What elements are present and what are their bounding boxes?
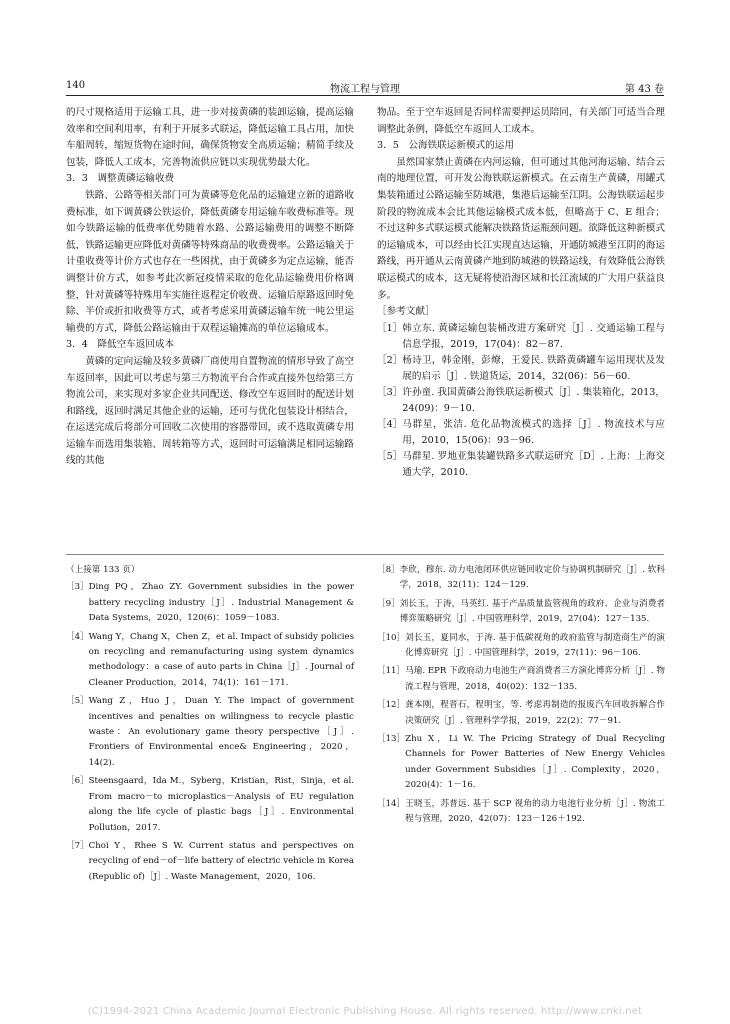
- body-column-left: [66, 105, 354, 470]
- reference-item: ［5］ Wang Z，Huo J，Duan Y. The impact of government incentives and penalties on willingness to recycle plastic waste：An evolutionary game theory perspective［J］. Frontiers of Environmental ence& Engineering，2020，14(2).: [66, 696, 354, 768]
- paragraph-3-5: 虽然国家禁止黄磷在内河运输，但可通过其他河海运输、结合云南的地理位置，可开发公海铁联运新模式。在云南生产黄磷，用罐式集装箱通过公路运输至防城港，集港后运输至江阴。公海铁联运起步阶段的物流成本会比其他运输模式成本低，但略高于 C、E 组合；不过这种多式联运模式能解决铁路货运瓶颈问题。欲降低这种新模式的运输成本，可以经由长江实现直达运输，开通防城港至江阴的海运路线，再开通从云南黄磷产地到防城港的铁路运线，有效降低公海铁联运模式的成本，这无疑将使沿海区域和长江流域的广大用户获益良多。: [377, 156, 665, 301]
- running-header: [66, 80, 664, 94]
- reference-item: ［5］ 马群星. 罗地亚集装罐铁路多式联运研究［D］. 上海：上海交通大学，2010.: [377, 450, 665, 478]
- continued-references-right: [377, 563, 665, 831]
- reference-item: ［13］ Zhu X，Li W. The Pricing Strategy of Dual Recycling Channels for Power Batteries of New Energy Vehicles under Government Subsidies［J］. Complexity，2020，2020(4)：1－16.: [377, 734, 665, 791]
- paragraph-intro: 的尺寸规格适用于运输工具，进一步对接黄磷的装卸运输，提高运输效率和空间利用率，有利于开展多式联运，降低运输工具占用，加快车船周转，缩短货物在途时间，确保货物安全高质运输；精简手续及包装，降低人工成本，完善物流供应链以实现优势最大化。: [66, 107, 354, 168]
- continued-note: （上接第 133 页）: [66, 565, 140, 575]
- reference-item: ［11］ 马瑜. EPR 下政府动力电池生产商消费者三方演化博弈分析［J］. 物流工程与管理，2018，40(02)：132－135.: [377, 666, 665, 692]
- volume-label: 第 43 卷: [624, 84, 664, 95]
- page-number: 140: [66, 80, 86, 91]
- reference-item: ［2］ 杨诗卫，韩金刚，彭燎，王爱民. 铁路黄磷罐车运用现状及发展的启示［J］. 铁道货运，2014，32(06)：56－60.: [377, 354, 665, 382]
- section-heading-3-4: 3．4 降低空车返回成本: [66, 339, 175, 351]
- journal-title: 物流工程与管理: [330, 84, 400, 95]
- continued-references-left: [66, 563, 354, 888]
- reference-item: ［4］ 马群星，张洁. 危化品物流模式的选择［J］. 物流技术与应用，2010，15(06)：93－96.: [377, 418, 665, 446]
- references-heading: ［参考文献］: [377, 306, 435, 318]
- paragraph-continued: 物品。至于空车返回是否同样需要押运员陪同，有关部门可适当合理调整此条例，降低空车返回人工成本。: [377, 107, 665, 135]
- reference-item: ［4］ Wang Y，Chang X，Chen Z，et al. Impact of subsidy policies on recycling and remanufacturing using system dynamics methodology：a case of auto parts in China［J］. Journal of Cleaner Production，2014，74(1)：161－171.: [66, 631, 354, 688]
- reference-item: ［12］ 龚本刚，程晋石，程明宝，等. 考虑再制造的报废汽车回收拆解合作决策研究［J］. 管理科学学报，2019，22(2)：77－91.: [377, 700, 665, 726]
- reference-item: ［9］ 刘长玉，于涛，马英红. 基于产品质量监管视角的政府、企业与消费者博弈策略研究［J］. 中国管理科学，2019，27(04)：127－135.: [377, 598, 665, 625]
- reference-item: ［6］ Steensgaard，Ida M.，Syberg，Kristian，Rist，Sinja，et al. From macro－to microplastics－Analysis of EU regulation along the life cycle of plastic bags［J］. Environmental Pollution，2017.: [66, 776, 354, 833]
- reference-item: ［3］ 许孙童. 我国黄磷公海铁联运新模式［J］. 集装箱化，2013，24(09)：9－10.: [377, 386, 665, 414]
- reference-item: ［3］ Ding PQ，Zhao ZY. Government subsidies in the power battery recycling industry［J］. Industrial Management & Data Systems，2020，120(6)：1059－1083.: [66, 582, 354, 624]
- reference-item: ［10］ 刘长玉，夏同水，于涛. 基于低碳视角的政府监管与制造商生产的演化博弈研究［J］. 中国管理科学，2019，27(11)：96－106.: [377, 632, 665, 659]
- section-divider: [66, 554, 664, 555]
- reference-list-top: [377, 321, 665, 481]
- body-column-right: [377, 105, 665, 481]
- reference-item: ［8］ 李欣，穆东. 动力电池闭环供应链回收定价与协调机制研究［J］. 软科学，2018，32(11)：124－129.: [377, 565, 665, 591]
- header-rule: [66, 95, 664, 96]
- reference-item: ［7］ Choi Y，Rhee S W. Current status and perspectives on recycling of end－of－life battery of electric vehicle in Korea (Republic of)［J］. Waste Management，2020，106.: [66, 840, 354, 882]
- paragraph-3-3: 铁路、公路等相关部门可为黄磷等危化品的运输建立新的道路收费标准，如下调黄磷公铁运价，降低黄磷专用运输车收费标准等。现如今铁路运输的低费率优势随着水路、公路运输费用的调整不断降低，铁路运输更应降低对黄磷等特殊商品的收费费率。公路运输关于计重收费等计价方式也存在一些困扰，由于黄磷多为定点运输，能否调整计价方式，如参考此次新冠疫情采取的危化品运输费用价格调整，针对黄磷等特殊用车实施往返程定价收费、运输后原路返回时免除、半价或折扣收费等方式，或者考虑采用黄磷运输车统一吨公里运输费的方式，降低公路运输由于双程运输摊高的单位运输成本。: [66, 189, 354, 334]
- section-heading-3-3: 3．3 调整黄磷运输收费: [66, 173, 175, 185]
- section-heading-3-5: 3．5 公海铁联运新模式的运用: [377, 140, 514, 152]
- paragraph-3-4: 黄磷的定向运输及较多黄磷厂商使用自置物流的情形导致了高空车返回率，因此可以考虑与第三方物流平台合作或直接外包给第三方物流公司，来实现对多家企业共同配送、修改空车返回时的配送计划和路线，返回时满足其他企业的运输，还可与优化包装设计相结合，在运送完成后将部分可回收二次使用的容器带回，或不选取黄磷专用运输车而选用集装箱、周转箱等方式，返回时可运输满足相同运输路线的其他: [66, 355, 354, 467]
- reference-item: ［14］ 王晓玉，苏普远. 基于 SCP 视角的动力电池行业分析［J］. 物流工程与管理，2020，42(07)：123－126＋192.: [377, 798, 665, 825]
- reference-item: ［1］ 韩立东. 黄磷运输包装桶改进方案研究［J］. 交通运输工程与信息学报，2019，17(04)：82－87.: [377, 322, 665, 350]
- copyright-footer: (C)1994-2021 China Academic Journal Electronic Publishing House. All rights reserved. http://www.cnki.net: [87, 1006, 643, 1017]
